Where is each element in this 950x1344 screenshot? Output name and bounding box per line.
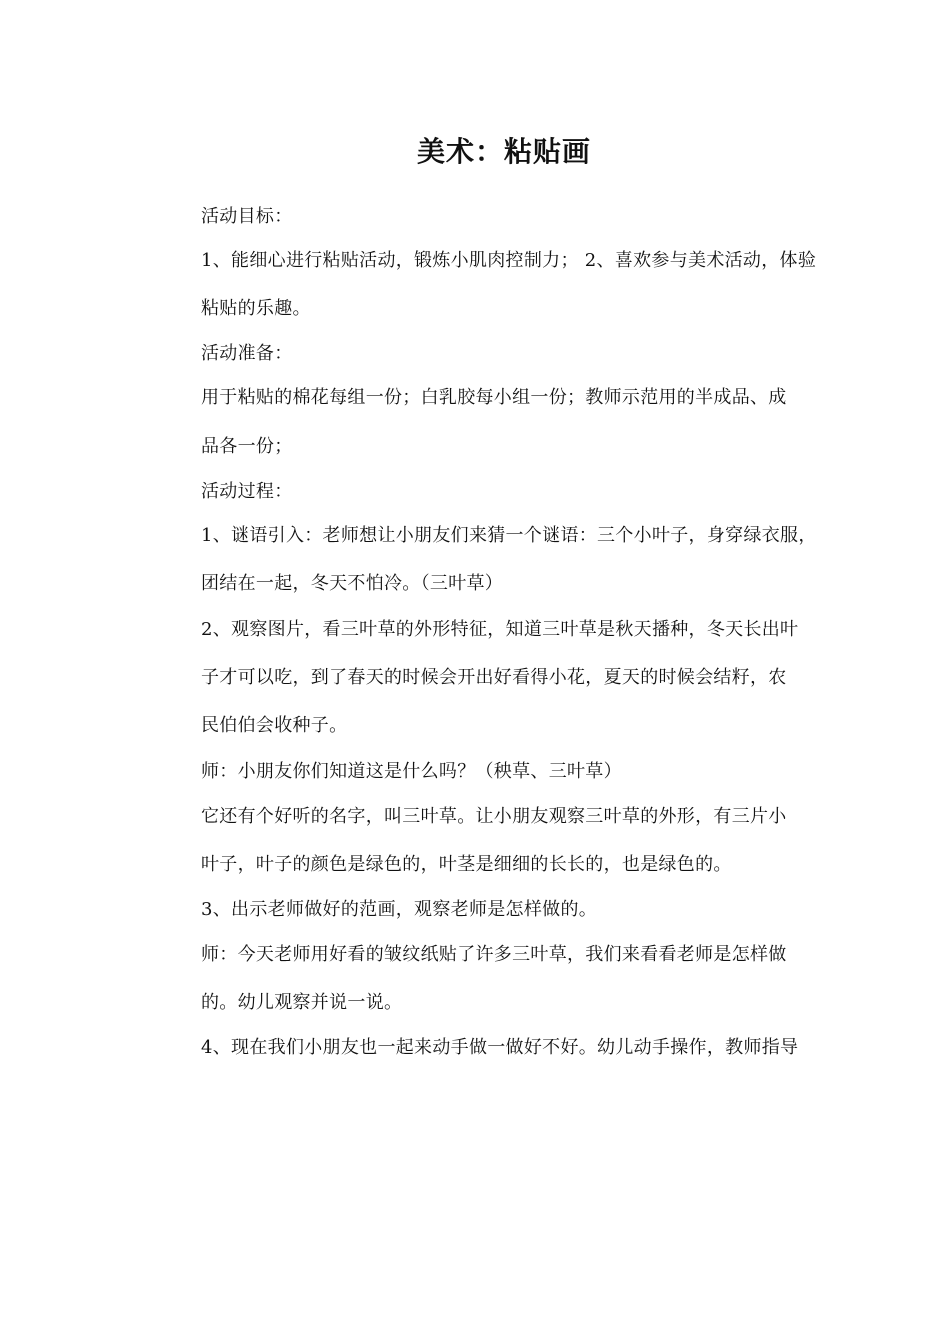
text-line: 粘贴的乐趣。 [201, 298, 311, 319]
page-title: 美术：粘贴画 [416, 135, 591, 168]
text-line: 师：小朋友你们知道这是什么吗？（秧草、三叶草） [201, 761, 622, 782]
text-line: 叶子，叶子的颜色是绿色的，叶茎是细细的长长的，也是绿色的。 [201, 854, 732, 875]
text-line: 2、观察图片，看三叶草的外形特征，知道三叶草是秋天播种，冬天长出叶 [201, 619, 799, 640]
text-line: 团结在一起，冬天不怕冷。（三叶草） [201, 573, 504, 594]
text-line: 4、现在我们小朋友也一起来动手做一做好不好。幼儿动手操作，教师指导 [201, 1037, 799, 1058]
text-line: 品各一份； [201, 436, 293, 457]
text-line: 民伯伯会收种子。 [201, 715, 348, 736]
text-line: 活动过程： [201, 481, 293, 502]
text-line: 子才可以吃，到了春天的时候会开出好看得小花，夏天的时候会结籽，农 [201, 667, 787, 688]
text-line: 3、出示老师做好的范画，观察老师是怎样做的。 [201, 899, 598, 920]
text-line: 用于粘贴的棉花每组一份；白乳胶每小组一份；教师示范用的半成品、成 [201, 387, 787, 408]
text-line: 1、谜语引入：老师想让小朋友们来猜一个谜语：三个小叶子，身穿绿衣服， [201, 525, 817, 546]
text-line: 活动准备： [201, 343, 293, 364]
text-line: 的。幼儿观察并说一说。 [201, 992, 403, 1013]
text-line: 师：今天老师用好看的皱纹纸贴了许多三叶草，我们来看看老师是怎样做 [201, 944, 787, 965]
text-line: 活动目标： [201, 206, 293, 227]
text-line: 它还有个好听的名字，叫三叶草。让小朋友观察三叶草的外形，有三片小 [201, 806, 787, 827]
text-line: 1、能细心进行粘贴活动，锻炼小肌肉控制力； 2、喜欢参与美术活动，体验 [201, 250, 817, 271]
